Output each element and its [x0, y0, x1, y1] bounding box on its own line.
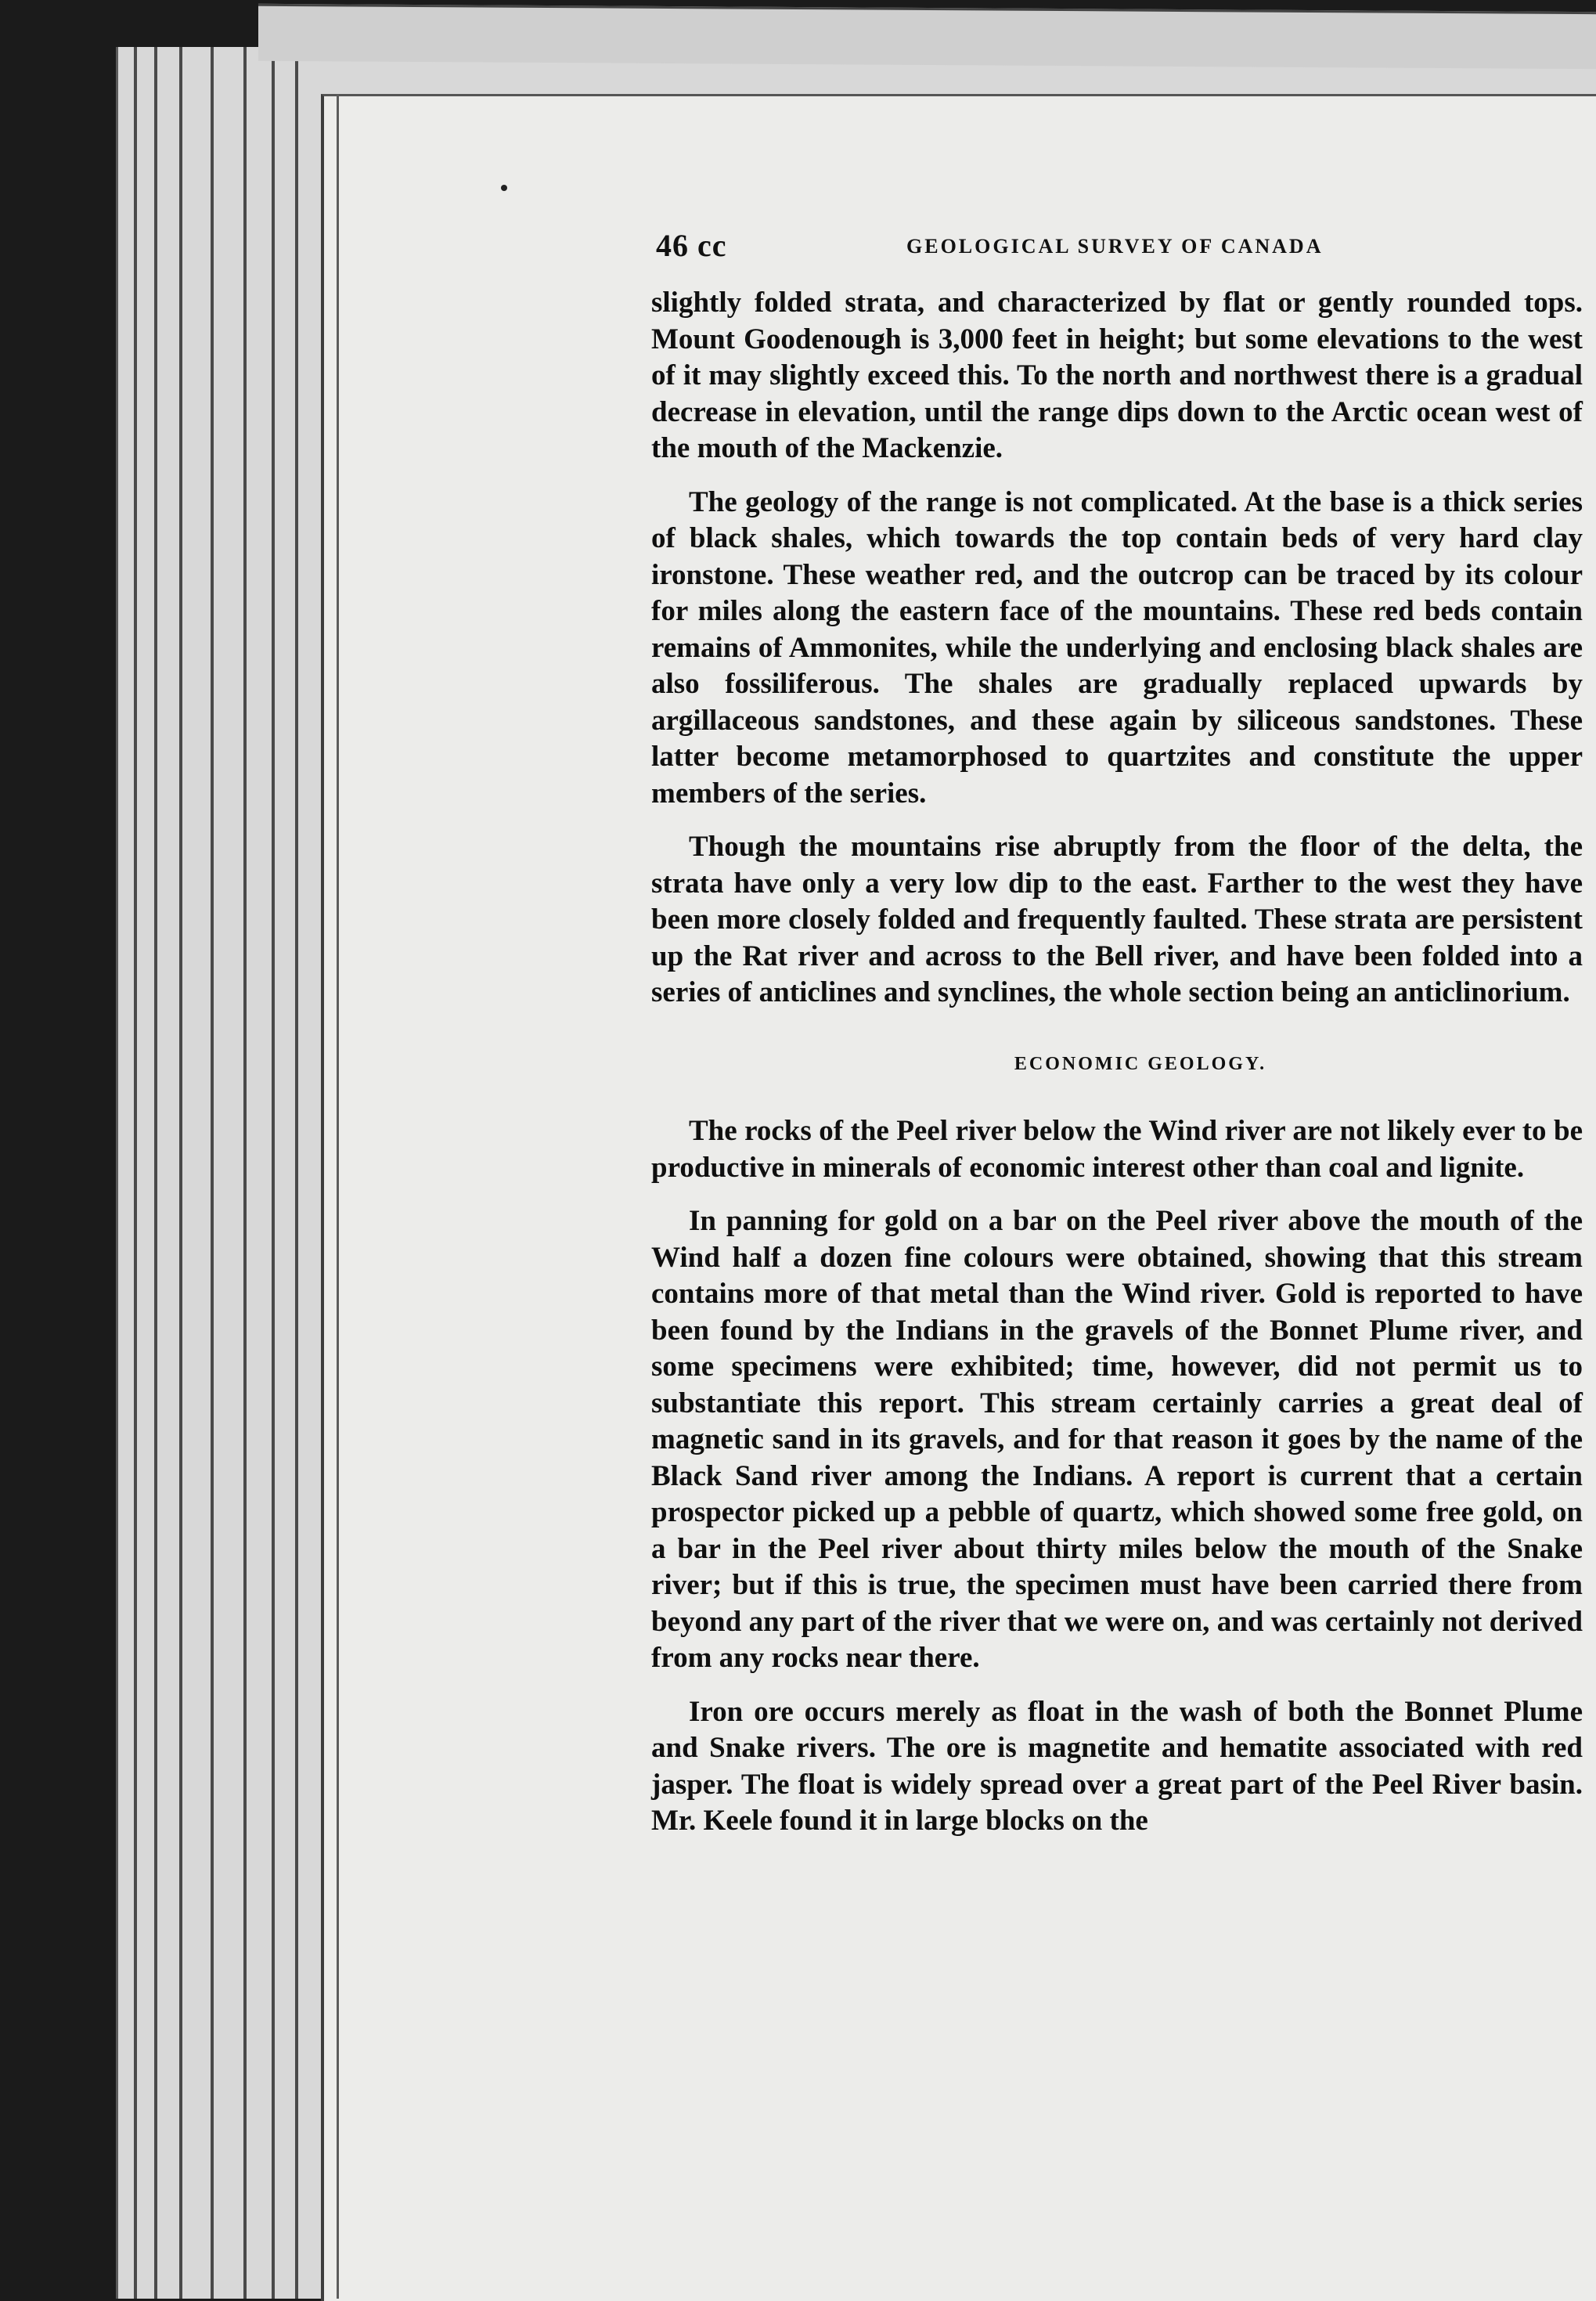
page-edge [272, 47, 275, 2299]
page-gutter-rule [337, 94, 339, 2299]
running-head: GEOLOGICAL SURVEY OF CANADA [906, 235, 1324, 258]
paragraph: slightly folded strata, and characterized by flat or gently rounded tops. Mount Goodenough is 3,000 feet in height; but some elevations to the west of it may slightly exceed this. To the north and northwest there is a gradual decrease in elevation, until the range dips down to the Arctic ocean west of the mouth of the Mackenzie. [651, 287, 1583, 464]
page-edge [243, 47, 247, 2299]
text-column [651, 285, 1583, 1857]
paragraph: The rocks of the Peel river below the Wind river are not likely ever to be productive in minerals of economic interest other than coal and lignite. [651, 1115, 1583, 1184]
scan-speck [501, 185, 507, 191]
page-edge [295, 47, 298, 2299]
paragraph: In panning for gold on a bar on the Peel river above the mouth of the Wind half a dozen fine colours were obtained, showing that this stream contains more of that metal than the Wind river. Gold is reported to have been found by the Indians in the gravels of the Bonnet Plume river, and some specimens were exhibited; time, however, did not permit us to substantiate this report. This stream certainly carries a great deal of magnetic sand in its gravels, and for that reason it goes by the name of the Black Sand river among the Indians. A report is current that a certain prospector picked up a pebble of quartz, which showed some free gold, on a bar in the Peel river about thirty miles below the mouth of the Snake river; but if this is true, the specimen must have been carried there from beyond any part of the river that we were on, and was certainly not derived from any rocks near there. [651, 1205, 1583, 1674]
section-heading: ECONOMIC GEOLOGY. [1014, 1053, 1267, 1074]
paragraph: The geology of the range is not complicated. At the base is a thick series of black shales, which towards the top contain beds of very hard clay ironstone. These weather red, and the outcrop can be traced by its colour for miles along the eastern face of the mountains. These red beds contain remains of Ammonites, while the underlying and enclosing black shales are also fossiliferous. The shales are gradually replaced upwards by argillaceous sandstones, and these again by siliceous sandstones. These latter become metamorphosed to quartzites and constitute the upper members of the series. [651, 485, 1583, 810]
page-edge [154, 47, 157, 2299]
page-edge [134, 47, 137, 2299]
page-edge [211, 47, 214, 2299]
page-edge [179, 47, 182, 2299]
paragraph: Iron ore occurs merely as float in the wash of both the Bonnet Plume and Snake rivers. The ore is magnetite and hematite associated with red jasper. The float is widely spread over a great part of the Peel River basin. Mr. Keele found it in large blocks on the [651, 1695, 1583, 1837]
page-stack-top [258, 4, 1596, 69]
page-header [656, 227, 1580, 266]
page-number: 46 cc [656, 228, 727, 263]
paragraph: Though the mountains rise abruptly from the floor of the delta, the strata have only a very low dip to the east. Farther to the west they have been more closely folded and frequently faulted. These strata are persistent up the Rat river and across to the Bell river, and have been folded into a series of anticlines and synclines, the whole section being an anticlinorium. [651, 831, 1583, 1008]
